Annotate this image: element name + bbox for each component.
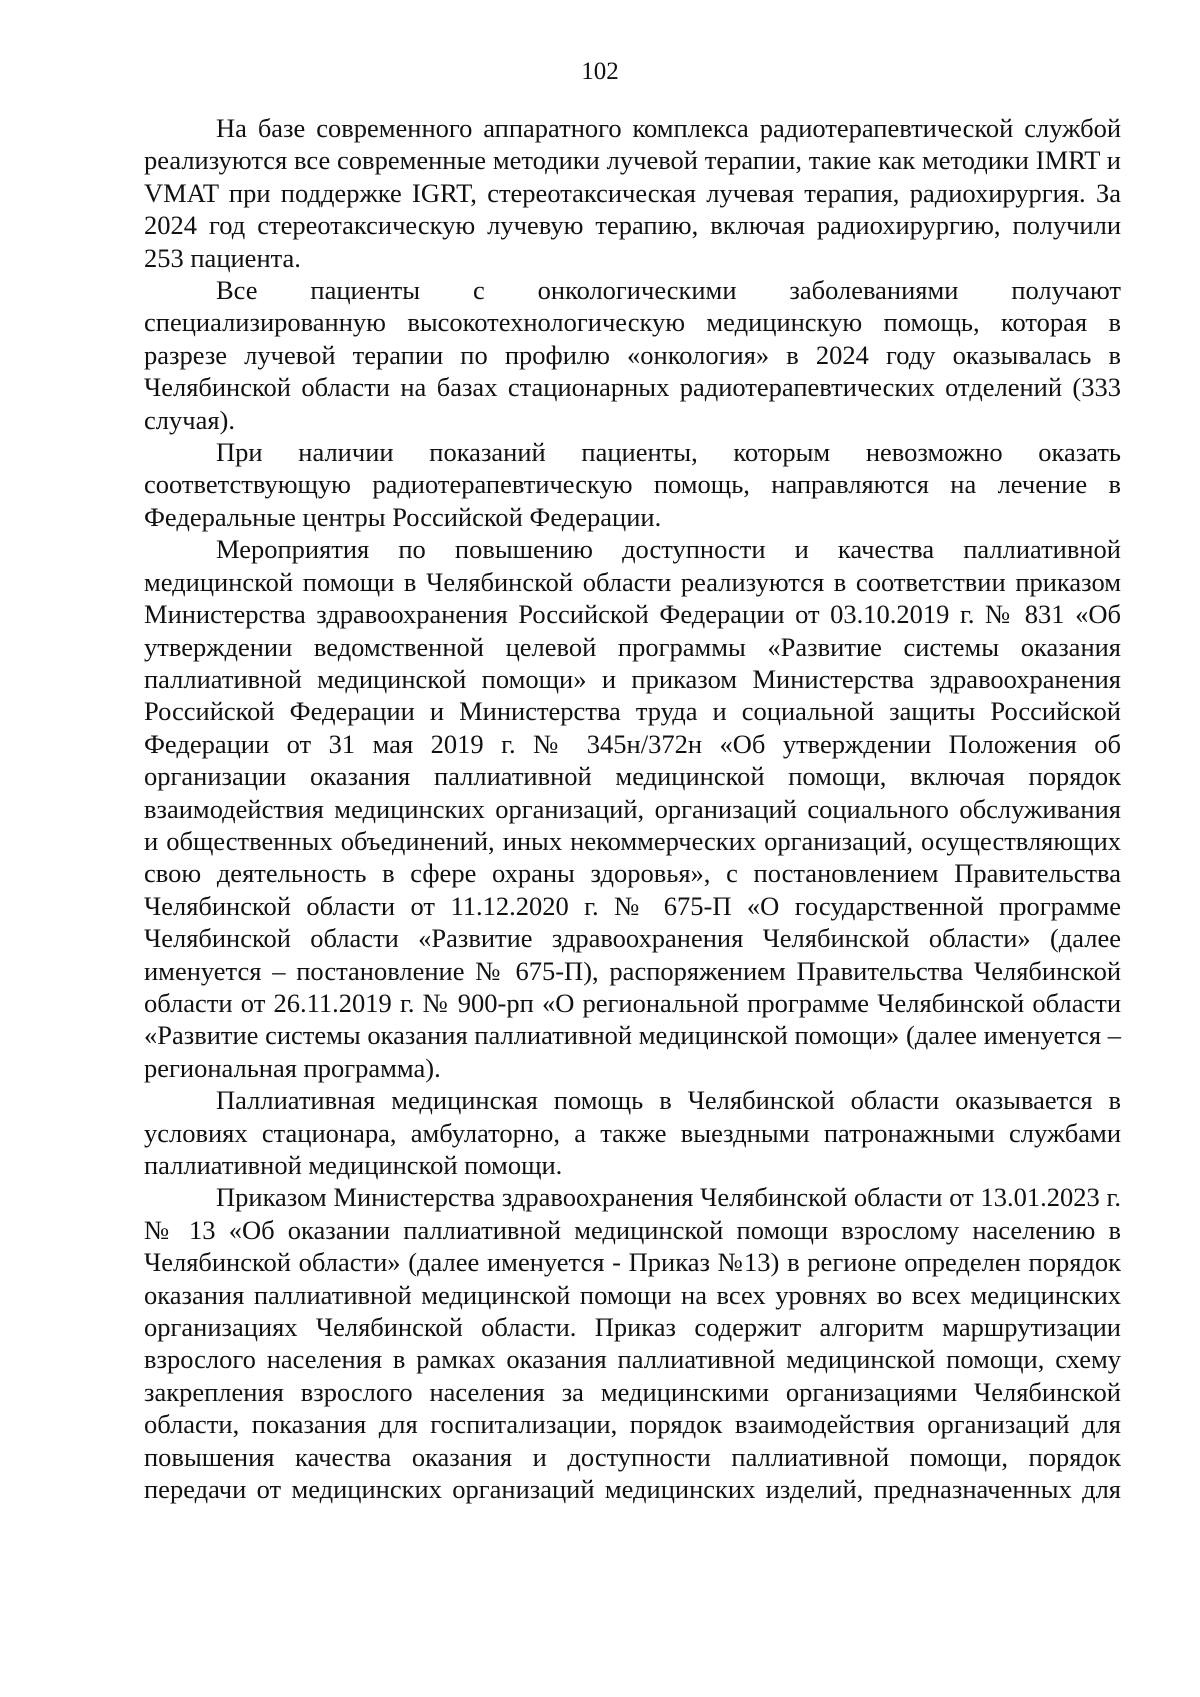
paragraph-palliative-conditions: Паллиативная медицинская помощь в Челябинской области оказывается в условиях стационара, амбулаторно, а также выездными патронажными службами паллиативной медицинской помощи. xyxy=(144,1085,1121,1180)
paragraph-order-13: Приказом Министерства здравоохранения Челябинской области от 13.01.2023 г. № 13 «Об оказании паллиативной медицинской помощи взрослому населению в Челябинской области» (далее именуется - Приказ №13) в регионе определен порядок оказания паллиативной медицинской помощи на всех уровнях во всех медицинских организациях Челябинской области. Приказ содержит алгоритм маршрутизации взрослого населения в рамках оказания паллиативной медицинской помощи, схему закрепления взрослого населения за медицинскими организациями Челябинской области, показания для госпитализации, порядок взаимодействия организаций для повышения качества оказания и доступности паллиативной помощи, порядок передачи от медицинских организаций медицинских изделий, предназначенных для xyxy=(144,1182,1121,1505)
paragraph-specialized-care: Все пациенты с онкологическими заболеваниями получают специализированную высокотехнологическую медицинскую помощь, которая в разрезе лучевой терапии по профилю «онкология» в 2024 году оказывалась в Челябинской области на базах стационарных радиотерапевтических отделений (333 случая). xyxy=(144,275,1121,435)
document-body xyxy=(144,112,1121,1505)
paragraph-radiotherapy-methods: На базе современного аппаратного комплекса радиотерапевтической службой реализуются все современные методики лучевой терапии, такие как методики IMRT и VMAT при поддержке IGRT, стереотаксическая лучевая терапия, радиохирургия. За 2024 год стереотаксическую лучевую терапию, включая радиохирургию, получили 253 пациента. xyxy=(144,113,1121,273)
page-number: 102 xyxy=(581,58,619,85)
paragraph-federal-centers: При наличии показаний пациенты, которым невозможно оказать соответствующую радиотерапевтическую помощь, направляются на лечение в Федеральные центры Российской Федерации. xyxy=(144,437,1121,532)
paragraph-palliative-measures: Мероприятия по повышению доступности и качества паллиативной медицинской помощи в Челябинской области реализуются в соответствии приказом Министерства здравоохранения Российской Федерации от 03.10.2019 г. № 831 «Об утверждении ведомственной целевой программы «Развитие системы оказания паллиативной медицинской помощи» и приказом Министерства здравоохранения Российской Федерации и Министерства труда и социальной защиты Российской Федерации от 31 мая 2019 г. № 345н/372н «Об утверждении Положения об организации оказания паллиативной медицинской помощи, включая порядок взаимодействия медицинских организаций, организаций социального обслуживания и общественных объединений, иных некоммерческих организаций, осуществляющих свою деятельность в сфере охраны здоровья», с постановлением Правительства Челябинской области от 11.12.2020 г. № 675-П «О государственной программе Челябинской области «Развитие здравоохранения Челябинской области» (далее именуется – постановление № 675-П), распоряжением Правительства Челябинской области от 26.11.2019 г. № 900-рп «О региональной программе Челябинской области «Развитие системы оказания паллиативной медицинской помощи» (далее именуется – региональная программа). xyxy=(144,534,1121,1083)
